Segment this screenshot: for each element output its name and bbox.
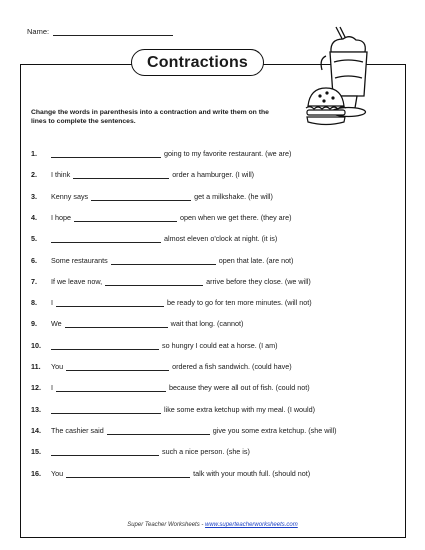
name-label: Name: bbox=[27, 27, 50, 36]
item-text-after: because they were all out of fish. (could not) bbox=[169, 383, 310, 393]
item-text-after: almost eleven o'clock at night. (it is) bbox=[164, 234, 278, 244]
item-number: 7. bbox=[31, 276, 37, 286]
answer-blank[interactable] bbox=[66, 363, 169, 371]
sentence-item-13 bbox=[31, 404, 315, 414]
page-title bbox=[131, 49, 264, 76]
item-number: 16. bbox=[31, 468, 41, 478]
hamburger-icon bbox=[306, 88, 346, 125]
name-row bbox=[27, 27, 173, 36]
answer-blank[interactable] bbox=[65, 320, 168, 328]
item-text-after: ordered a fish sandwich. (could have) bbox=[172, 362, 292, 371]
item-text-before: I think bbox=[51, 170, 71, 180]
item-number: 5. bbox=[31, 234, 37, 244]
answer-blank[interactable] bbox=[107, 427, 210, 435]
answer-blank[interactable] bbox=[51, 406, 161, 414]
item-number: 14. bbox=[31, 425, 41, 435]
footer-brand: Super Teacher Worksheets bbox=[127, 522, 200, 528]
answer-blank[interactable] bbox=[66, 470, 190, 478]
answer-blank[interactable] bbox=[56, 299, 164, 307]
item-text-after: arrive before they close. (we will) bbox=[206, 276, 311, 286]
item-text-before: I bbox=[51, 383, 53, 393]
answer-blank[interactable] bbox=[105, 278, 203, 286]
item-number: 1. bbox=[31, 149, 37, 158]
sentence-item-1 bbox=[31, 148, 291, 158]
answer-blank[interactable] bbox=[111, 257, 216, 265]
item-number: 15. bbox=[31, 447, 41, 457]
item-text-after: wait that long. (cannot) bbox=[170, 319, 244, 329]
sentence-item-4 bbox=[31, 212, 291, 222]
item-text-before: You bbox=[51, 468, 64, 478]
item-text-before: We bbox=[51, 319, 62, 329]
item-text-before: Kenny says bbox=[51, 191, 89, 201]
item-number: 10. bbox=[31, 340, 41, 350]
answer-blank[interactable] bbox=[51, 342, 159, 350]
sentence-item-8 bbox=[31, 297, 312, 307]
footer-separator: - bbox=[199, 522, 206, 528]
item-number: 3. bbox=[31, 191, 37, 201]
sentence-item-2 bbox=[31, 169, 254, 179]
item-text-after: be ready to go for ten more minutes. (will not) bbox=[167, 298, 312, 308]
item-text-after: like some extra ketchup with my meal. (I would) bbox=[164, 404, 315, 414]
item-text-after: give you some extra ketchup. (she will) bbox=[212, 425, 337, 435]
sentence-item-3 bbox=[31, 191, 273, 201]
name-field-line[interactable] bbox=[53, 27, 173, 36]
sentence-item-16 bbox=[31, 468, 310, 478]
title-text: Contractions bbox=[146, 53, 249, 71]
answer-blank[interactable] bbox=[51, 448, 159, 456]
sentence-item-12 bbox=[31, 382, 310, 392]
sentence-item-6 bbox=[31, 255, 293, 265]
item-number: 11. bbox=[31, 362, 41, 371]
item-number: 2. bbox=[31, 170, 37, 180]
item-number: 13. bbox=[31, 404, 41, 414]
item-number: 4. bbox=[31, 212, 37, 222]
item-text-after: talk with your mouth full. (should not) bbox=[193, 468, 311, 478]
milkshake-burger-illustration bbox=[300, 26, 390, 132]
item-text-after: so hungry I could eat a horse. (I am) bbox=[162, 340, 278, 350]
item-text-before: You bbox=[51, 362, 64, 371]
item-text-after: open that late. (are not) bbox=[218, 255, 294, 265]
item-text-before: The cashier said bbox=[51, 425, 104, 435]
item-text-after: going to my favorite restaurant. (we are) bbox=[164, 149, 292, 158]
sentence-item-11 bbox=[31, 361, 292, 371]
item-number: 6. bbox=[31, 255, 37, 265]
answer-blank[interactable] bbox=[51, 150, 161, 158]
sentence-item-10 bbox=[31, 340, 277, 350]
sentence-item-14 bbox=[31, 425, 337, 435]
instructions: Change the words in parenthesis into a contraction and write them on the lines to complete the sentences. bbox=[31, 109, 269, 125]
item-number: 8. bbox=[31, 298, 37, 308]
sentence-item-7 bbox=[31, 276, 311, 286]
item-number: 9. bbox=[31, 319, 37, 329]
item-text-after: such a nice person. (she is) bbox=[162, 447, 250, 457]
item-text-before: I bbox=[51, 298, 53, 308]
item-number: 12. bbox=[31, 383, 41, 393]
sentence-item-15 bbox=[31, 446, 250, 456]
sentence-item-9 bbox=[31, 318, 243, 328]
item-text-before: I hope bbox=[51, 212, 71, 222]
answer-blank[interactable] bbox=[56, 384, 166, 392]
item-text-after: get a milkshake. (he will) bbox=[194, 191, 273, 201]
answer-blank[interactable] bbox=[51, 235, 161, 243]
answer-blank[interactable] bbox=[91, 193, 191, 201]
answer-blank[interactable] bbox=[74, 214, 177, 222]
item-text-after: open when we get there. (they are) bbox=[179, 212, 292, 222]
item-text-before: If we leave now, bbox=[51, 276, 103, 286]
item-text-after: order a hamburger. (I will) bbox=[172, 170, 255, 180]
footer-link[interactable]: www.superteacherworksheets.com bbox=[205, 522, 298, 528]
item-text-before: Some restaurants bbox=[51, 255, 108, 265]
answer-blank[interactable] bbox=[73, 171, 169, 179]
footer bbox=[0, 522, 425, 528]
sentence-item-5 bbox=[31, 233, 277, 243]
